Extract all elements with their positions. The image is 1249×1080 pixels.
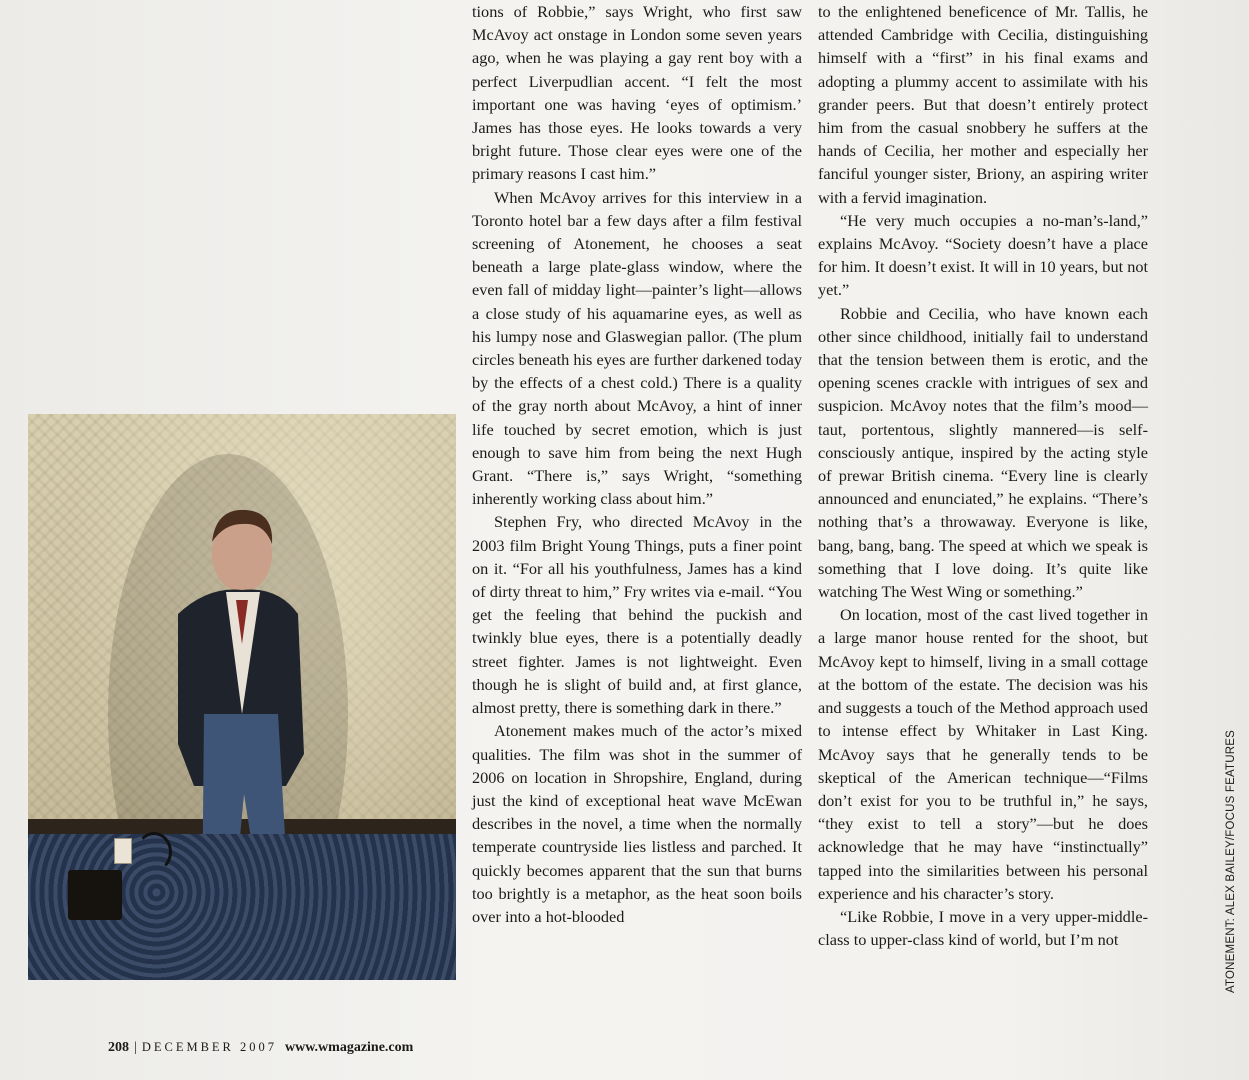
paragraph: “Like Robbie, I move in a very upper-middle-class to upper-class kind of world, but I’m not (818, 906, 1148, 950)
paragraph: tions of Robbie,” says Wright, who first saw McAvoy act onstage in London some seven years ago, when he was playing a gay rent boy with a perfect Liverpudlian accent. “I felt the most important one was having ‘eyes of optimism.’ James has those eyes. He looks towards a very bright future. Those clear eyes were one of the primary reasons I cast him.” (472, 2, 802, 184)
photo-credit: ATONEMENT: ALEX BAILEY/FOCUS FEATURES (1225, 729, 1237, 993)
paragraph: Atonement makes much of the actor’s mixed qualities. The film was shot in the summer of 2006 on location in Shropshire, England, during just the kind of exceptional heat wave McEwan describes in the novel, a time when the normally temperate countryside lies listless and parched. It quickly becomes apparent that the sun that burns too brightly is a metaphor, as the heat soon boils over into a hot-blooded (472, 721, 802, 926)
paragraph: Stephen Fry, who directed McAvoy in the 2003 film Bright Young Things, puts a finer point on it. “For all his youthfulness, James has a kind of dirty threat to him,” Fry writes via e-mail. “You get the feeling that behind the puckish and twinkly blue eyes, there is a potentially deadly street fighter. James is not lightweight. Even though he is slight of build and, at first glance, almost pretty, there is something dark in there.” (472, 512, 802, 718)
paragraph: “He very much occupies a no-man’s-land,” explains McAvoy. “Society doesn’t have a place for him. It doesn’t exist. It will in 10 years, but not yet.” (818, 210, 1148, 300)
text-column-2 (818, 0, 1148, 951)
cable (136, 832, 172, 872)
equipment-box (68, 870, 122, 920)
page-footer (108, 1040, 413, 1056)
page-number: 208 (108, 1040, 129, 1055)
actor-photograph (28, 414, 456, 980)
wall-outlet (114, 838, 132, 864)
magazine-url: www.wmagazine.com (285, 1040, 414, 1055)
paragraph: to the enlightened beneficence of Mr. Tallis, he attended Cambridge with Cecilia, distinguishing himself with a “first” in his final exams and adopting a plummy accent to assimilate with his grander peers. But that doesn’t entirely protect him from the casual snobbery he suffers at the hands of Cecilia, her mother and especially her fanciful younger sister, Briony, an aspiring writer with a fervid imagination. (818, 2, 1148, 207)
paragraph: On location, most of the cast lived together in a large manor house rented for the shoot, but McAvoy kept to himself, living in a small cottage at the bottom of the estate. The decision was his and suggests a touch of the Method approach used to intense effect by Whitaker in Last King. McAvoy says that he generally tends to be skeptical of the American technique—“Films don’t exist for you to be truthful in,” he says, “they exist to tell a story”—but he does acknowledge that he may have “instinctually” tapped into the similarities between his personal experience and his character’s story. (818, 605, 1148, 903)
issue-date: DECEMBER 2007 (141, 1040, 277, 1054)
paragraph: When McAvoy arrives for this interview in a Toronto hotel bar a few days after a film festival screening of Atonement, he chooses a seat beneath a large plate-glass window, where the even fall of midday light—painter’s light—allows a close study of his aquamarine eyes, as well as his lumpy nose and Glaswegian pallor. (The plum circles beneath his eyes are further darkened today by the effects of a chest cold.) There is a quality of the gray north about McAvoy, a hint of inner life touched by secret emotion, which is just enough to save him from being the next Hugh Grant. “There is,” says Wright, “something inherently working class about him.” (472, 187, 802, 509)
footer-separator: | (134, 1040, 137, 1055)
text-column-1 (472, 0, 802, 928)
paragraph: Robbie and Cecilia, who have known each other since childhood, initially fail to understand that the tension between them is erotic, and the opening scenes crackle with intrigues of sex and suspicion. McAvoy notes that the film’s mood—taut, portentous, slightly mannered—is self-consciously antique, inspired by the acting style of prewar British cinema. “Every line is clearly announced and enunciated,” he explains. “There’s nothing that’s a throwaway. Everyone is like, bang, bang, bang. The speed at which we speak is something that I love doing. It’s quite like watching The West Wing or something.” (818, 303, 1148, 602)
